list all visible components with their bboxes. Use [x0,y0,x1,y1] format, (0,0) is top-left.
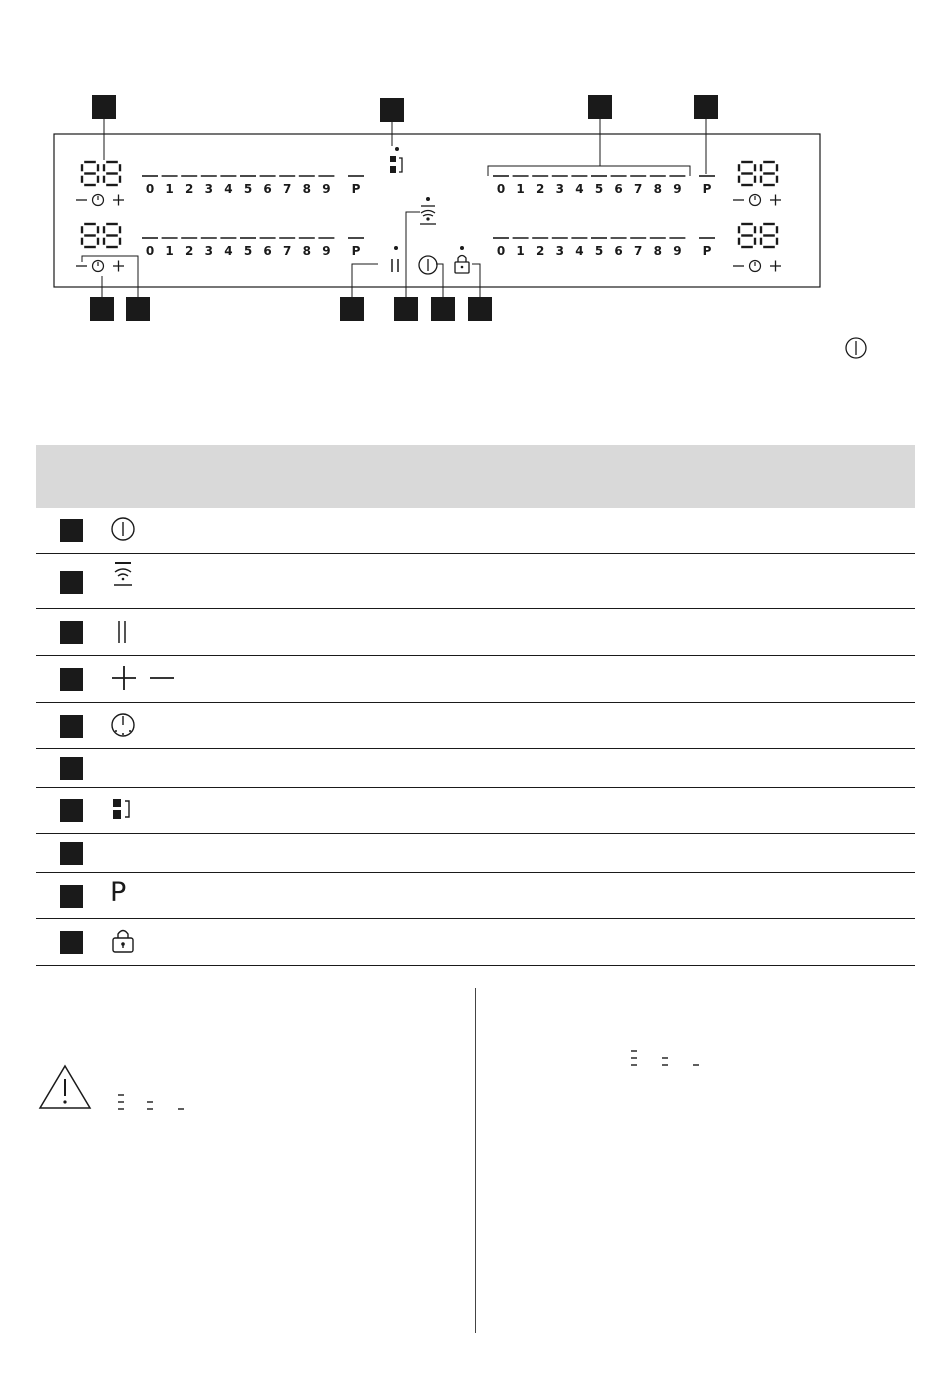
table-row [36,656,915,703]
seven-segment-digit [739,162,755,185]
seven-segment-digit [739,224,755,247]
level-label: 3 [555,182,564,196]
level-label: 6 [614,182,623,196]
timer-icon[interactable] [750,195,761,206]
lock-icon [110,927,136,955]
level-label: 7 [634,182,643,196]
level-label: 5 [594,244,604,258]
column-divider [475,988,476,1333]
residual-heat-indicators-right [627,1046,707,1070]
row-number-box [60,885,83,908]
seven-segment-digit [82,162,98,185]
zone-display-front-right [739,162,777,185]
pause-icon [110,619,136,645]
lock-icon [455,246,469,273]
zone-display-front-left [82,162,120,185]
zone-timer-controls-rear-left[interactable] [76,261,124,272]
power-slider-front-left[interactable] [142,176,364,196]
row-number-box [60,715,83,738]
level-label: 3 [204,182,213,196]
row-number-box [60,931,83,954]
level-label: 3 [204,244,213,258]
level-label: 8 [302,182,311,196]
level-label: P [351,244,361,258]
level-label: 2 [536,182,545,196]
control-panel-diagram [0,0,950,440]
table-row [36,834,915,873]
row-number-box [60,668,83,691]
level-label: 1 [165,244,174,258]
zone-timer-controls-rear-right[interactable] [733,261,781,272]
power-slider-rear-left[interactable] [142,238,364,258]
timer-icon[interactable] [750,261,761,272]
timer-icon[interactable] [93,195,104,206]
level-label: 2 [185,182,194,196]
level-label: 2 [185,244,194,258]
callout-box-timer [90,297,114,321]
row-number-box [60,799,83,822]
plus-icon[interactable] [770,261,781,272]
level-label: 2 [536,244,545,258]
level-label: 7 [634,244,643,258]
level-label: 0 [496,244,506,258]
level-label: 9 [673,244,682,258]
level-label: 8 [653,244,662,258]
level-label: 0 [496,182,506,196]
plus-minus-icons [110,665,220,691]
level-label: 4 [224,244,233,258]
table-row [36,609,915,656]
level-label: 4 [575,244,584,258]
seven-segment-digit [104,224,120,247]
level-label: 1 [516,182,525,196]
callout-box-bridge [380,98,404,122]
callout-box-plusminus [126,297,150,321]
table-row [36,749,915,788]
row-number-box [60,757,83,780]
level-label: P [702,182,712,196]
plus-icon[interactable] [113,261,124,272]
power-function-label: P [110,877,127,908]
level-label: 8 [302,244,311,258]
callout-box-scale [588,95,612,119]
level-label: 6 [263,182,272,196]
table-row [36,508,915,554]
level-label: 4 [575,182,584,196]
level-label: 1 [516,244,525,258]
power-slider-rear-right[interactable] [493,238,715,258]
level-label: 0 [145,244,155,258]
callout-box-onoff [431,297,455,321]
zone-display-rear-left [82,224,120,247]
table-row [36,703,915,749]
level-label: 8 [653,182,662,196]
plus-icon[interactable] [770,195,781,206]
bridge-icon [110,796,136,824]
level-label: 9 [322,182,331,196]
on-off-icon [110,516,136,542]
seven-segment-digit [104,162,120,185]
row-number-box [60,842,83,865]
timer-icon[interactable] [93,261,104,272]
level-label: 7 [283,244,292,258]
seven-segment-digit [82,224,98,247]
level-label: 1 [165,182,174,196]
residual-heat-indicators [114,1090,194,1114]
level-label: 4 [224,182,233,196]
timer-icon [110,711,136,739]
level-label: 5 [594,182,604,196]
seven-segment-digit [761,224,777,247]
callout-box-lock [468,297,492,321]
row-number-box [60,519,83,542]
level-label: 7 [283,182,292,196]
table-row [36,554,915,609]
level-label: 0 [145,182,155,196]
plus-icon[interactable] [113,195,124,206]
table-row [36,873,915,919]
callout-box-power [694,95,718,119]
level-label: 6 [614,244,623,258]
on-off-icon [419,256,437,274]
table-row [36,788,915,834]
callout-box-display [92,95,116,119]
row-number-box [60,621,83,644]
zone-display-rear-right [739,224,777,247]
level-label: 3 [555,244,564,258]
level-label: 5 [243,182,253,196]
zone-timer-controls-front-right[interactable] [733,195,781,206]
table-row [36,919,915,966]
power-slider-front-right[interactable] [493,176,715,196]
level-label: 9 [322,244,331,258]
seven-segment-digit [761,162,777,185]
level-label: P [351,182,361,196]
hob2hood-icon [110,560,136,590]
warning-icon [38,1063,94,1111]
on-off-small-icon [846,338,866,358]
table-header [36,445,915,508]
callout-box-hob2hood [394,297,418,321]
level-label: 5 [243,244,253,258]
zone-timer-controls-front-left[interactable] [76,195,124,206]
hob2hood-icon [420,197,436,224]
level-label: 6 [263,244,272,258]
callout-box-pause [340,297,364,321]
pause-icon [392,246,398,272]
level-label: 9 [673,182,682,196]
row-number-box [60,571,83,594]
level-label: P [702,244,712,258]
bridge-icon [390,147,402,173]
